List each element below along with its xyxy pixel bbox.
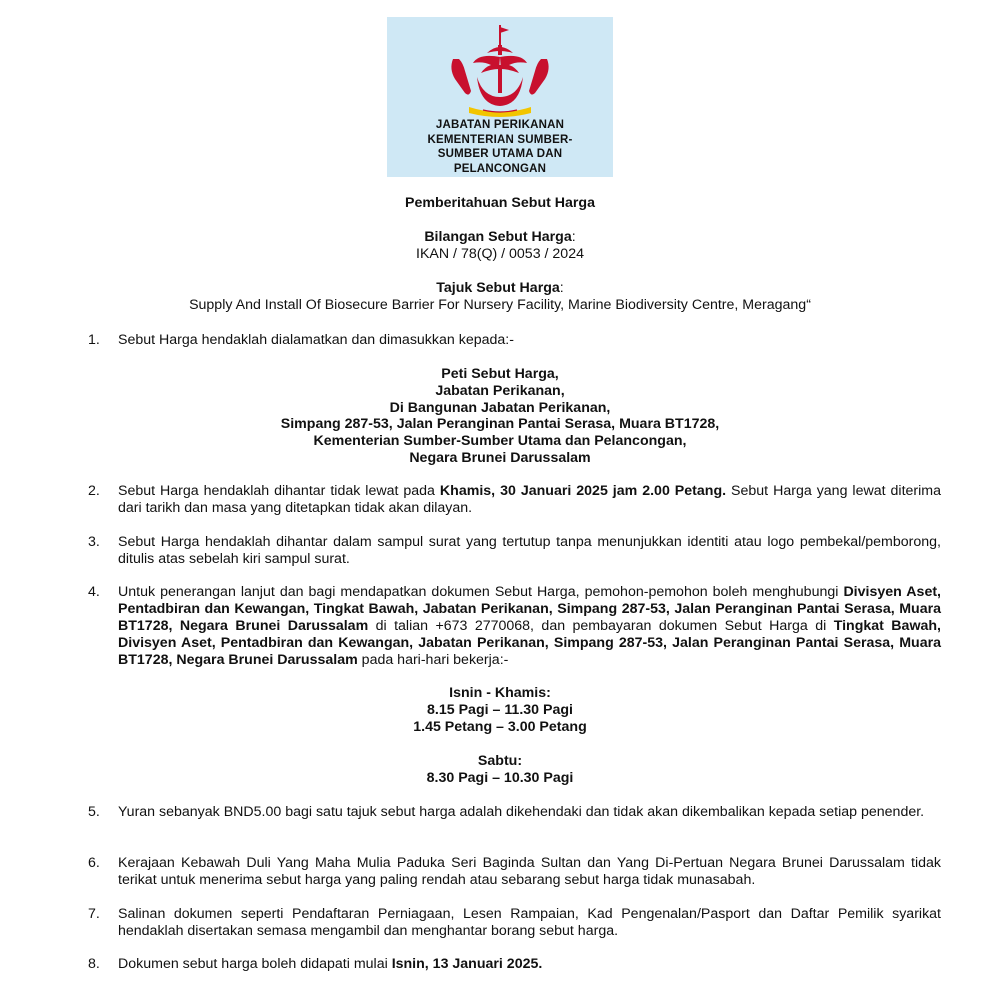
quotation-subject-label: Tajuk Sebut Harga — [436, 280, 560, 296]
quotation-number-value: IKAN / 78(Q) / 0053 / 2024 — [416, 246, 584, 262]
address-line: Peti Sebut Harga, — [441, 366, 559, 382]
item-text: Kerajaan Kebawah Duli Yang Maha Mulia Paduka Seri Baginda Sultan dan Yang Di-Pertuan Negara Brunei Darussalam tidak terikat untuk menerima sebut harga yang paling rendah atau sebarang sebut harga tidak munasabah. — [118, 855, 941, 888]
text-run: Dokumen sebut harga boleh didapati mulai — [118, 956, 392, 972]
quotation-number-label-line: Bilangan Sebut Harga: — [424, 229, 576, 245]
text-run: pada hari-hari bekerja:- — [357, 652, 509, 668]
address-line: Di Bangunan Jabatan Perikanan, — [389, 400, 611, 416]
quotation-subject-value: Supply And Install Of Biosecure Barrier For Nursery Facility, Marine Biodiversity Centre, Meragang“ — [189, 297, 811, 313]
payment-office: Tingkat Bawah, Divisyen Aset, Pentadbiran dan Kewangan, Jabatan Perikanan, Simpang 287-53, Jalan Peranginan Pantai Serasa, Muara BT1728, Negara Brunei Darussalam — [118, 618, 941, 668]
text-run: Untuk penerangan lanjut dan bagi mendapatkan dokumen Sebut Harga, pemohon-pemohon boleh menghubungi — [118, 584, 844, 600]
org-line: JABATAN PERIKANAN — [435, 119, 565, 131]
text-run: di talian +673 2770068, dan pembayaran dokumen Sebut Harga di — [368, 618, 834, 634]
org-line: SUMBER UTAMA DAN — [437, 148, 563, 160]
brunei-crest-icon — [447, 21, 553, 121]
item-text — [118, 956, 941, 973]
address-line: Kementerian Sumber-Sumber Utama dan Pelancongan, — [313, 433, 687, 449]
deadline-text: Khamis, 30 Januari 2025 jam 2.00 Petang. — [439, 483, 727, 499]
item-text: Sebut Harga hendaklah dialamatkan dan dimasukkan kepada:- — [118, 332, 514, 348]
weekday-hours-label: Isnin - Khamis: — [449, 685, 551, 701]
weekday-morning-hours: 8.15 Pagi – 11.30 Pagi — [427, 702, 573, 718]
item-text: Yuran sebanyak BND5.00 bagi satu tajuk sebut harga adalah dikehendaki dan tidak akan dikembalikan kepada setiap penender. — [118, 804, 925, 820]
org-line: PELANCONGAN — [453, 162, 547, 175]
item-number: 2. — [88, 483, 100, 499]
item-number: 1. — [88, 332, 100, 348]
item-number: 4. — [88, 584, 100, 600]
saturday-hours-label: Sabtu: — [477, 753, 523, 769]
saturday-morning-hours: 8.30 Pagi – 10.30 Pagi — [426, 770, 574, 786]
item-text — [118, 584, 941, 669]
item-number: 3. — [88, 534, 100, 550]
quotation-number-label: Bilangan Sebut Harga — [424, 229, 572, 245]
address-line: Jabatan Perikanan, — [435, 383, 565, 399]
item-text: Sebut Harga hendaklah dihantar dalam sampul surat yang tertutup tanpa menunjukkan identiti atau logo pembekal/pemborong, ditulis atas sebelah kiri sampul surat. — [118, 534, 941, 567]
availability-date: Isnin, 13 Januari 2025. — [391, 956, 543, 972]
contact-office: Divisyen Aset, Pentadbiran dan Kewangan, Tingkat Bawah, Jabatan Perikanan, Simpang 287-53, Jalan Peranginan Pantai Serasa, Muara BT1728, Negara Brunei Darussalam — [118, 584, 941, 634]
item-number: 6. — [88, 855, 100, 871]
notice-title: Pemberitahuan Sebut Harga — [404, 195, 595, 211]
item-text — [118, 483, 941, 517]
org-line: KEMENTERIAN SUMBER- — [427, 133, 573, 146]
address-line: Simpang 287-53, Jalan Peranginan Pantai Serasa, Muara BT1728, — [280, 416, 720, 432]
weekday-afternoon-hours: 1.45 Petang – 3.00 Petang — [413, 719, 587, 735]
quotation-subject-label-line: Tajuk Sebut Harga: — [436, 280, 564, 296]
address-line: Negara Brunei Darussalam — [409, 450, 591, 466]
item-text: Salinan dokumen seperti Pendaftaran Perniagaan, Lesen Rampaian, Kad Pengenalan/Pasport dan Daftar Pemilik syarikat hendaklah disertakan semasa mengambil dan menghantar borang sebut harga. — [118, 906, 941, 939]
organization-name — [387, 118, 613, 176]
item-number: 8. — [88, 956, 100, 972]
text-run: Sebut Harga yang lewat diterima dari tarikh dan masa yang ditetapkan tidak akan dilayan. — [118, 483, 941, 516]
text-run: Sebut Harga hendaklah dihantar tidak lewat pada — [118, 483, 440, 499]
item-number: 7. — [88, 906, 100, 922]
header-logo-block — [387, 17, 613, 177]
item-number: 5. — [88, 804, 100, 820]
